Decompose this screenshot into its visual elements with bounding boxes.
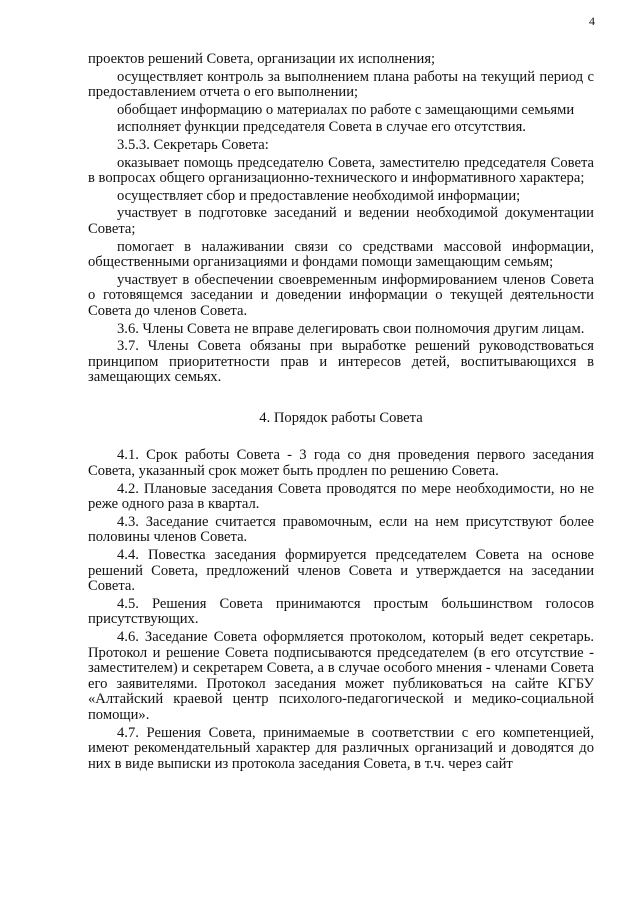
paragraph: 4.1. Срок работы Совета - 3 года со дня проведения первого заседания Совета, указанный срок может быть продлен по решению Совета. (88, 447, 594, 480)
paragraph: проектов решений Совета, организации их исполнения; (88, 51, 436, 67)
document-body (88, 52, 594, 774)
paragraph: 3.5.3. Секретарь Совета: (117, 136, 269, 153)
paragraph: 3.6. Члены Совета не вправе делегировать свои полномочия другим лицам. (117, 320, 585, 337)
paragraph: 4.7. Решения Совета, принимаемые в соответствии с его компетенцией, имеют рекомендательный характер для различных организаций и доводятся до них в виде выписки из протокола заседания Совета, в т.ч. через сайт (88, 724, 594, 772)
paragraph: оказывает помощь председателю Совета, заместителю председателя Совета в вопросах общего организационно-технического и информативного характера; (88, 154, 594, 187)
paragraph: 4.3. Заседание считается правомочным, если на нем присутствуют более половины членов Совета. (88, 513, 594, 546)
paragraph: 4.4. Повестка заседания формируется председателем Совета на основе решений Совета, предложений членов Совета и утверждается на заседании Совета. (88, 547, 594, 595)
paragraph: исполняет функции председателя Совета в случае его отсутствия. (117, 119, 526, 136)
paragraph: участвует в обеспечении своевременным информированием членов Совета о готовящемся заседании и доведении информации о текущей деятельности Совета до членов Совета. (88, 271, 594, 319)
paragraph: 4.6. Заседание Совета оформляется протоколом, который ведет секретарь. Протокол и решение Совета подписываются председателем (в его отсутствие - заместителем) и секретарем Совета, а в случае особого мнения - членами Совета его заявителями. Протокол заседания может публиковаться на сайте КГБУ «Алтайский краевой центр психолого-педагогической и медико-социальной помощи». (88, 629, 594, 723)
paragraph: 3.7. Члены Совета обязаны при выработке решений руководствоваться принципом приоритетности прав и интересов детей, воспитывающихся в замещающих семьях. (88, 338, 594, 386)
paragraph: 4.2. Плановые заседания Совета проводятся по мере необходимости, но не реже одного раза в квартал. (88, 480, 594, 513)
paragraph: обобщает информацию о материалах по работе с замещающими семьями (117, 101, 575, 118)
section-heading: 4. Порядок работы Совета (259, 409, 423, 426)
paragraph: осуществляет сбор и предоставление необходимой информации; (117, 187, 521, 204)
paragraph: участвует в подготовке заседаний и ведении необходимой документации Совета; (88, 205, 594, 237)
paragraph: помогает в налаживании связи со средствами массовой информации, общественными организациями и фондами помощи замещающим семьям; (88, 238, 594, 271)
paragraph: 4.5. Решения Совета принимаются простым большинством голосов присутствующих. (88, 595, 594, 628)
paragraph: осуществляет контроль за выполнением плана работы на текущий период с предоставлением отчета о его выполнении; (88, 68, 594, 101)
page-number: 4 (589, 14, 595, 28)
